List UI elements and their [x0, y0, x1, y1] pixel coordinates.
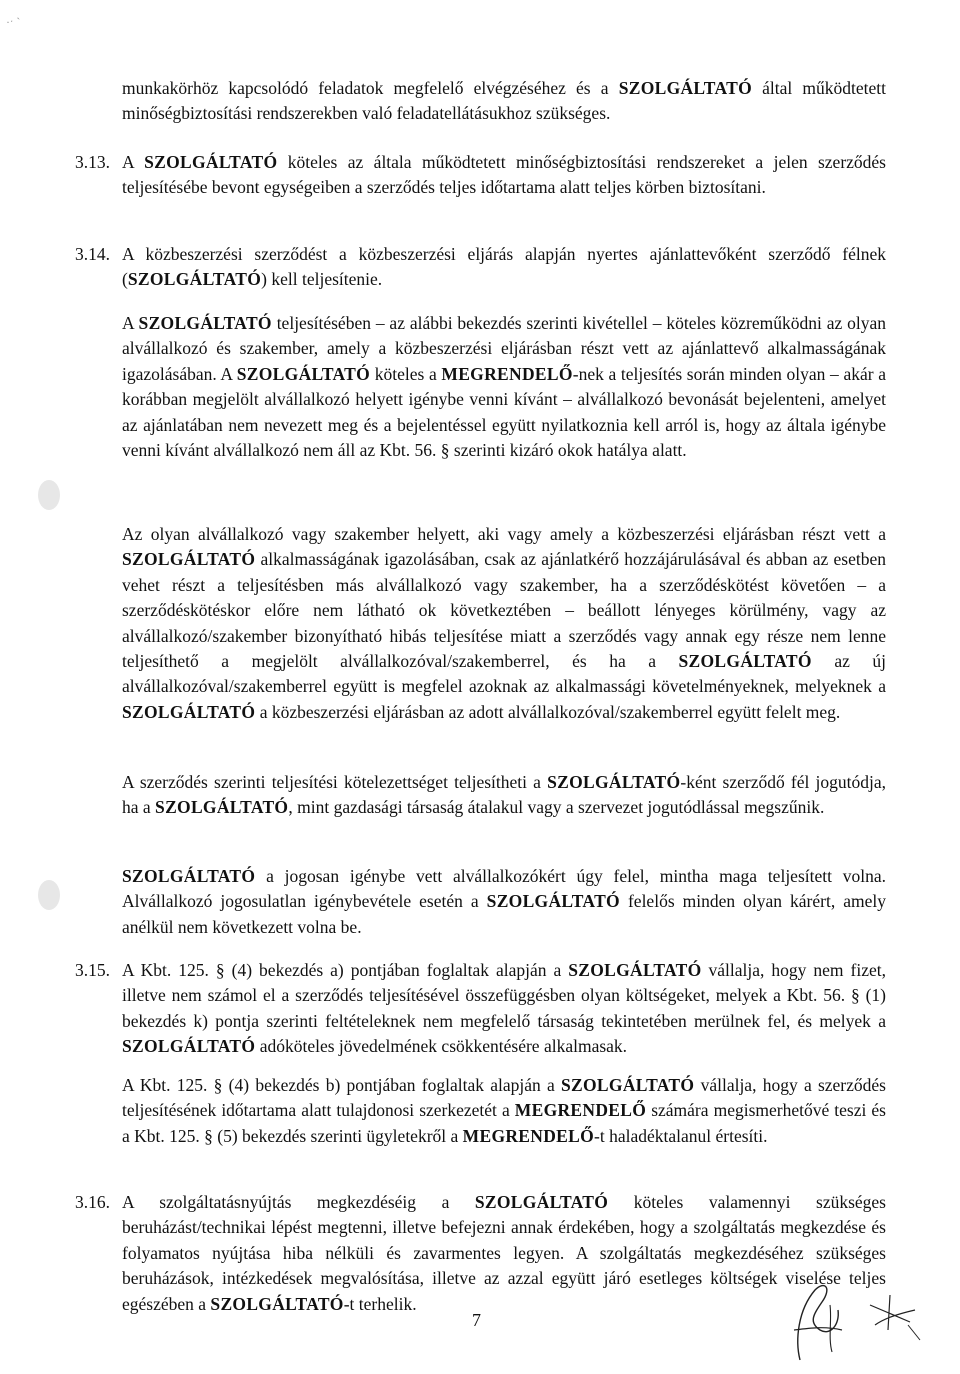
- liability-paragraph: [122, 864, 886, 940]
- section-number: 3.14.: [75, 244, 110, 264]
- text-run: vállalja, hogy a szerződés teljesítésének időtartama alatt tulajdonosi szerkezetét a: [122, 1075, 886, 1121]
- section-number: 3.13.: [75, 152, 110, 172]
- party-name: SZOLGÁLTATÓ: [486, 891, 620, 912]
- subcontractor-paragraph: [122, 311, 886, 463]
- punch-hole-icon: [38, 880, 60, 910]
- party-name: MEGRENDELŐ: [462, 1125, 595, 1146]
- replacement-paragraph: [122, 522, 886, 725]
- text-run: köteles a: [370, 363, 442, 384]
- text-run: Az olyan alvállalkozó vagy szakember helyett, aki vagy amely a közbeszerzési eljárásban részt vett a: [122, 524, 886, 544]
- party-name: SZOLGÁLTATÓ: [210, 1293, 344, 1314]
- intro-paragraph: [122, 76, 886, 127]
- section-3-13-paragraph: [122, 150, 886, 201]
- party-name: SZOLGÁLTATÓ: [561, 1075, 695, 1095]
- text-run: ) kell teljesítenie.: [261, 269, 383, 290]
- party-name: SZOLGÁLTATÓ: [138, 313, 272, 333]
- text-run: A: [122, 152, 145, 172]
- text-run: vállalja, hogy nem fizet, illetve nem számol el a szerződés teljesítésével összefüggésben olyan költségeket, melyek a Kbt. 56. § (1) bekezdés k) pontja szerinti feltételeknek nem megfelelő társaság tekintetében merülnek fel, és melyek a: [122, 960, 886, 1031]
- party-name: SZOLGÁLTATÓ: [236, 363, 371, 384]
- section-number: 3.16.: [75, 1192, 110, 1212]
- party-name: SZOLGÁLTATÓ: [122, 1036, 256, 1057]
- party-name: SZOLGÁLTATÓ: [127, 269, 262, 290]
- section-3-14-paragraph: [122, 242, 886, 293]
- successor-paragraph: [122, 770, 886, 821]
- text-run: köteles az általa működtetett minőségbiztosítási rendszereket a jelen szerződés teljesítésébe bevont egységeiben a szerződés teljes időtartama alatt teljes körben biztosítani.: [122, 152, 886, 198]
- text-run: teljesítésében – az alábbi bekezdés szerinti kivétellel – köteles közreműködni az olyan alvállalkozó és szakember, amely a közbeszerzési eljárásban részt vett az ajánlattevő alkalmasságának igazolásában. A: [122, 313, 886, 384]
- party-name: SZOLGÁLTATÓ: [618, 78, 752, 98]
- party-name: SZOLGÁLTATÓ: [474, 1192, 609, 1212]
- party-name: SZOLGÁLTATÓ: [122, 549, 256, 570]
- party-name: SZOLGÁLTATÓ: [155, 797, 289, 818]
- section-3-15-paragraph: [122, 958, 886, 1060]
- ownership-paragraph: [122, 1073, 886, 1149]
- party-name: MEGRENDELŐ: [514, 1100, 647, 1121]
- party-name: SZOLGÁLTATÓ: [678, 651, 812, 672]
- text-run: A: [122, 313, 139, 333]
- text-run: A szerződés szerinti teljesítési kötelezettséget teljesítheti a: [122, 772, 548, 792]
- text-run: A közbeszerzési szerződést a közbeszerzési eljárás alapján nyertes ajánlattevőként szerződő félnek (: [122, 244, 886, 290]
- text-run: munkakörhöz kapcsolódó feladatok megfelelő elvégzéséhez és a: [122, 78, 619, 98]
- text-run: -t terhelik.: [343, 1293, 417, 1314]
- text-run: A Kbt. 125. § (4) bekezdés b) pontjában foglaltak alapján a: [122, 1075, 562, 1095]
- text-run: alkalmasságának igazolásában, csak az ajánlatkérő hozzájárulásával és abban az esetben vehet részt a teljesítésben más alvállalkozó vagy szakember, ha a szerződéskötést követően – a szerződéskötéskor előre nem látható ok következtében – beállott lényeges körülmény, vagy az alvállalkozó/szakember bizonyítható hibás teljesítése miatt a szerződés vagy annak egy része nem lenne teljesíthető a megjelölt alvállalkozóval/szakemberrel, és ha a: [122, 549, 886, 672]
- party-name: SZOLGÁLTATÓ: [144, 152, 278, 172]
- signature-icon: [770, 1270, 930, 1370]
- punch-hole-icon: [38, 480, 60, 510]
- party-name: SZOLGÁLTATÓ: [568, 960, 702, 980]
- text-run: felelős minden olyan kárért, amely anélkül nem következett volna be.: [122, 891, 886, 937]
- party-name: SZOLGÁLTATÓ: [122, 866, 256, 886]
- text-run: -ként szerződő fél jogutódja, ha a: [122, 772, 886, 818]
- text-run: A Kbt. 125. § (4) bekezdés a) pontjában foglaltak alapján a: [122, 960, 569, 980]
- party-name: SZOLGÁLTATÓ: [547, 772, 681, 792]
- party-name: MEGRENDELŐ: [441, 363, 573, 384]
- party-name: SZOLGÁLTATÓ: [122, 701, 256, 722]
- text-run: a jogosan igénybe vett alvállalkozókért úgy felel, mintha maga teljesített volna. Alvállalkozó jogosulatlan igénybevétele esetén a: [122, 866, 886, 912]
- text-run: köteles valamennyi szükséges beruházást/technikai lépést megtenni, illetve befejezni annak érdekében, hogy a szolgáltatás megkezdése és folyamatos nyújtása hiba nélküli és zavarmentes legyen. A szolgáltatás megkezdéséhez szükséges beruházások, intézkedések megvalósítása, illetve az azzal együtt járó esetleges költségek viselése teljes egészében a: [122, 1192, 886, 1314]
- scan-speck-icon: ·ˑ ˋ: [6, 15, 21, 29]
- text-run: az új alvállalkozóval/szakemberrel együtt is megfelel azoknak az alkalmassági követelményeknek, melyeknek a: [122, 651, 886, 697]
- page-number: 7: [472, 1310, 481, 1330]
- text-run: , mint gazdasági társaság átalakul vagy a szervezet jogutódlással megszűnik.: [288, 797, 825, 818]
- text-run: A szolgáltatásnyújtás megkezdéséig a: [122, 1192, 475, 1212]
- text-run: adóköteles jövedelmének csökkentésére alkalmasak.: [255, 1036, 628, 1057]
- text-run: által működtetett minőségbiztosítási rendszerekben való feladatellátásukhoz szükséges.: [122, 78, 887, 124]
- text-run: -nek a teljesítés során minden olyan – akár a korábban megjelölt alvállalkozó helyett igénybe venni kívánt – alvállalkozó bevonását bejelenteni, amelyet az ajánlatában nem nevezett meg és a bejelentéssel együtt nyilatkoznia kell arról is, hogy az általa igénybe venni kívánt alvállalkozó nem áll az Kbt. 56. § szerinti kizáró okok hatálya alatt.: [122, 363, 886, 461]
- text-run: -t haladéktalanul értesíti.: [594, 1125, 768, 1146]
- section-number: 3.15.: [75, 960, 110, 980]
- text-run: a közbeszerzési eljárásban az adott alvállalkozóval/szakemberrel együtt felelt meg.: [255, 701, 841, 722]
- text-run: számára megismerhetővé teszi és a Kbt. 125. § (5) bekezdés szerinti ügyletekről a: [122, 1100, 886, 1146]
